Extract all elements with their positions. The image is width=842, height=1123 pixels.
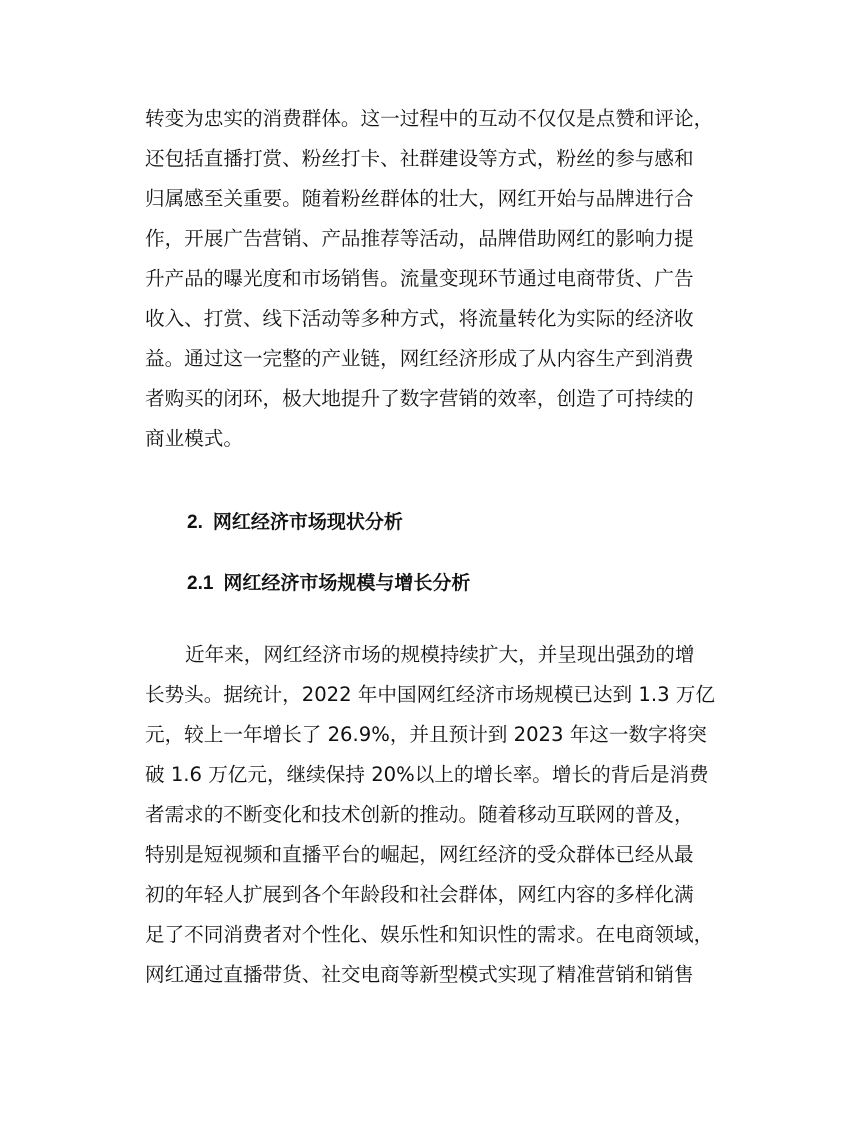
section-number: 2.: [187, 512, 203, 533]
paragraph-line: 初的年轻人扩展到各个年龄段和社会群体，网红内容的多样化满: [145, 883, 694, 906]
paragraph-line: 元，较上一年增长了 26.9%，并且预计到 2023 年这一数字将突: [145, 723, 707, 746]
paragraph-line: 近年来，网红经济市场的规模持续扩大，并呈现出强劲的增: [185, 643, 695, 666]
paragraph-line: 益。通过这一完整的产业链，网红经济形成了从内容生产到消费: [145, 347, 694, 370]
paragraph-line: 长势头。据统计，2022 年中国网红经济市场规模已达到 1.3 万亿: [145, 683, 715, 706]
section-heading: [187, 511, 403, 535]
paragraph-line: 作，开展广告营销、产品推荐等活动，品牌借助网红的影响力提: [145, 227, 694, 250]
paragraph-line: 还包括直播打赏、粉丝打卡、社群建设等方式，粉丝的参与感和: [145, 147, 694, 170]
paragraph-line: 商业模式。: [145, 427, 243, 450]
paragraph-line: 足了不同消费者对个性化、娱乐性和知识性的需求。在电商领域，: [145, 923, 714, 946]
paragraph-line: 破 1.6 万亿元，继续保持 20%以上的增长率。增长的背后是消费: [145, 763, 709, 786]
paragraph-line: 者购买的闭环，极大地提升了数字营销的效率，创造了可持续的: [145, 387, 694, 410]
section-title: 网红经济市场现状分析: [212, 512, 403, 533]
subsection-title: 网红经济市场规模与增长分析: [223, 573, 471, 594]
paragraph-line: 收入、打赏、线下活动等多种方式，将流量转化为实际的经济收: [145, 307, 694, 330]
paragraph-line: 升产品的曝光度和市场销售。流量变现环节通过电商带货、广告: [145, 267, 694, 290]
paragraph-line: 特别是短视频和直播平台的崛起，网红经济的受众群体已经从最: [145, 843, 694, 866]
paragraph-line: 归属感至关重要。随着粉丝群体的壮大，网红开始与品牌进行合: [145, 187, 694, 210]
paragraph-line: 者需求的不断变化和技术创新的推动。随着移动互联网的普及，: [145, 803, 694, 826]
subsection-number: 2.1: [187, 573, 214, 594]
paragraph-line: 网红通过直播带货、社交电商等新型模式实现了精准营销和销售: [145, 963, 694, 986]
paragraph-line: 转变为忠实的消费群体。这一过程中的互动不仅仅是点赞和评论，: [145, 107, 714, 130]
subsection-heading: [187, 572, 470, 596]
